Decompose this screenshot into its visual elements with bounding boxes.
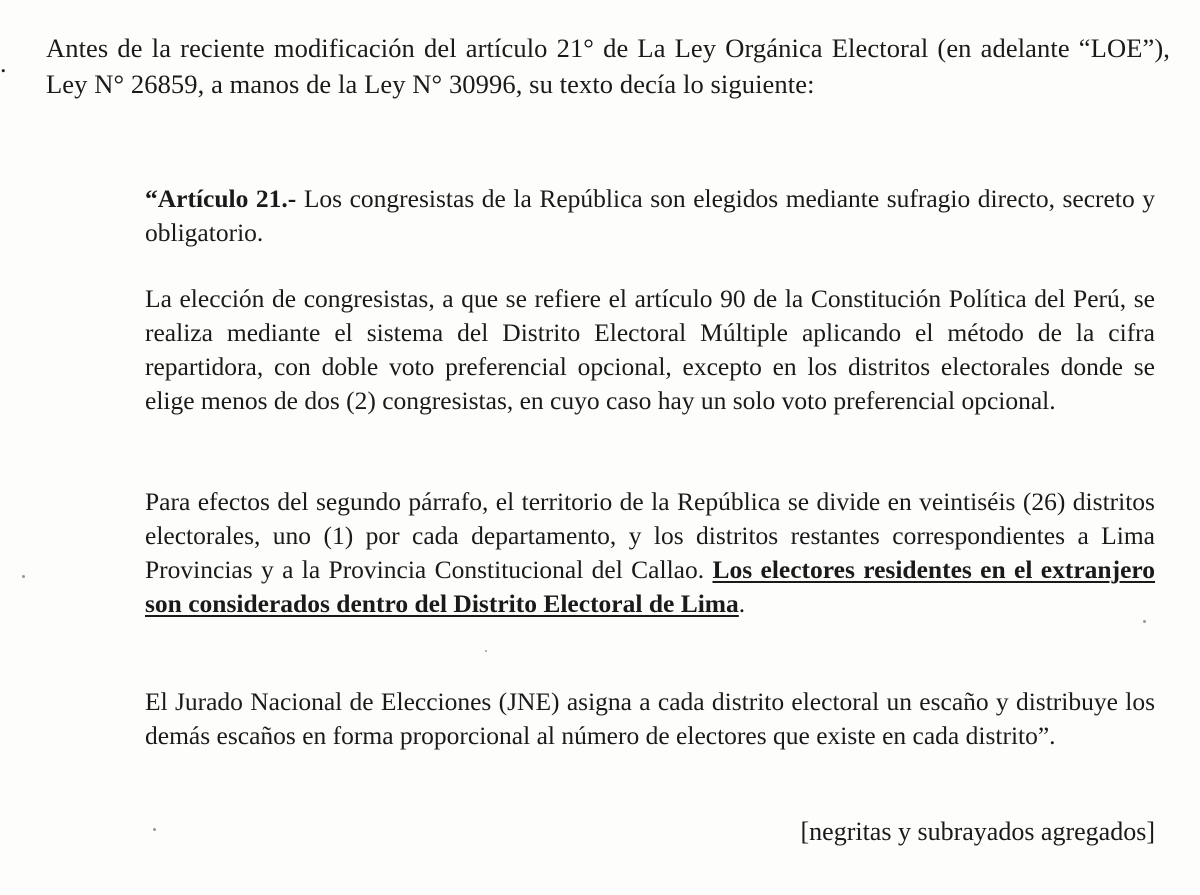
quote-paragraph-1 <box>145 182 1155 250</box>
intro-paragraph: Antes de la reciente modificación del artículo 21° de La Ley Orgánica Electoral (en adelante “LOE”), Ley N° 26859, a manos de la Ley N° 30996, su texto decía lo siguiente: <box>46 33 1170 99</box>
scan-speck <box>485 650 487 652</box>
article-heading: “Artículo 21.- <box>145 184 297 213</box>
list-marker: . <box>0 49 7 78</box>
quote-paragraph-4: El Jurado Nacional de Elecciones (JNE) asigna a cada distrito electoral un escaño y distribuye los demás escaños en forma proporcional al número de electores que existe en cada distrito”. <box>145 687 1155 750</box>
scan-speck <box>22 575 25 578</box>
quote-paragraph-2: La elección de congresistas, a que se refiere el artículo 90 de la Constitución Política del Perú, se realiza mediante el sistema del Distrito Electoral Múltiple aplicando el método de la cifra repartidora, con doble voto preferencial opcional, excepto en los distritos electorales donde se elige menos de dos (2) congresistas, en cuyo caso hay un solo voto preferencial opcional. <box>145 284 1155 415</box>
quote-paragraph-3 <box>145 485 1155 621</box>
scan-speck <box>153 828 156 831</box>
emphasis-note: [negritas y subrayados agregados] <box>800 817 1155 846</box>
quote-paragraph-3-text: Para efectos del segundo párrafo, el territorio de la República se divide en veintiséis (26) distritos electorales, uno (1) por cada departamento, y los distritos restantes correspondientes a Lima Provincias y a la Provincia Constitucional del Callao. <box>145 487 1155 584</box>
quote-paragraph-1-text: Los congresistas de la República son elegidos mediante sufragio directo, secreto y obligatorio. <box>145 184 1155 247</box>
quote-paragraph-3-end: . <box>738 589 746 618</box>
emphasized-text: Los electores residentes en el extranjero son considerados dentro del Distrito Electoral de Lima <box>145 555 1155 618</box>
scan-speck <box>1143 620 1146 623</box>
